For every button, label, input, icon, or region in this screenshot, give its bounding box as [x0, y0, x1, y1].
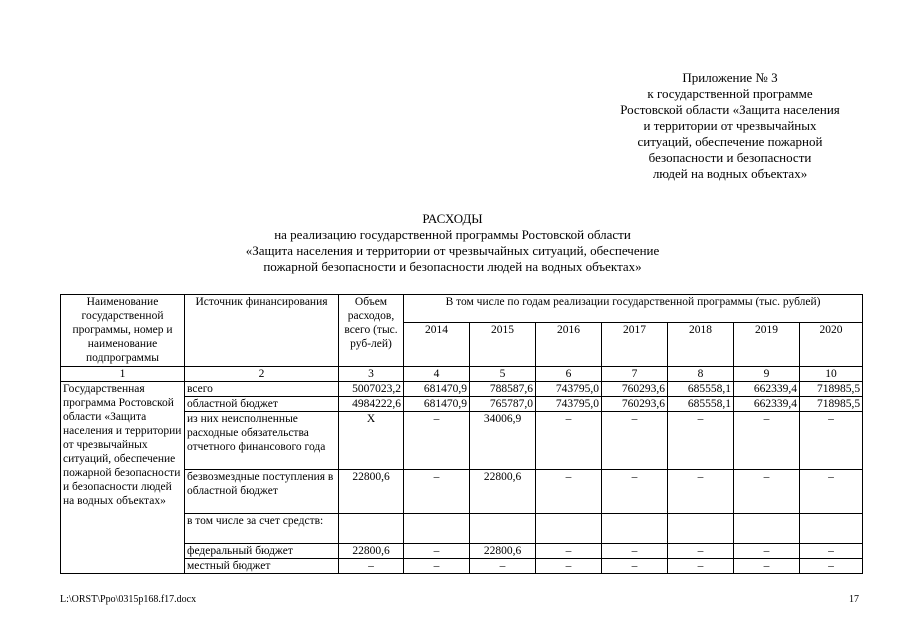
appendix-line: и территории от чрезвычайных	[643, 118, 817, 133]
year-value-cell: 685558,1	[668, 382, 734, 397]
year-value-cell: 743795,0	[536, 397, 602, 412]
total-cell: 22800,6	[339, 470, 404, 514]
year-value-cell: –	[668, 412, 734, 470]
year-value-cell: –	[470, 559, 536, 574]
header-year: 2014	[404, 323, 470, 367]
appendix-block	[585, 70, 875, 182]
total-cell: –	[339, 559, 404, 574]
year-value-cell	[734, 514, 800, 544]
year-value-cell: –	[536, 544, 602, 559]
source-cell: из них неисполненные расходные обязательства отчетного финансового года	[185, 412, 339, 470]
year-value-cell: 34006,9	[470, 412, 536, 470]
year-value-cell: –	[404, 470, 470, 514]
year-value-cell: –	[734, 559, 800, 574]
column-number: 10	[800, 367, 863, 382]
source-cell: местный бюджет	[185, 559, 339, 574]
column-number: 7	[602, 367, 668, 382]
column-number: 9	[734, 367, 800, 382]
heading-line: «Защита населения и территории от чрезвычайных ситуаций, обеспечение	[245, 243, 660, 258]
total-cell: 4984222,6	[339, 397, 404, 412]
year-value-cell	[470, 514, 536, 544]
header-year: 2016	[536, 323, 602, 367]
year-value-cell: –	[734, 412, 800, 470]
column-number: 8	[668, 367, 734, 382]
appendix-line: к государственной программе	[647, 86, 813, 101]
source-cell: всего	[185, 382, 339, 397]
year-value-cell: –	[668, 559, 734, 574]
year-value-cell: 681470,9	[404, 382, 470, 397]
year-value-cell: 760293,6	[602, 397, 668, 412]
year-value-cell: –	[602, 412, 668, 470]
year-value-cell: –	[800, 544, 863, 559]
source-cell: безвозмездные поступления в областной бюджет	[185, 470, 339, 514]
page-number: 17	[849, 594, 859, 605]
appendix-line: людей на водных объектах»	[652, 166, 808, 181]
year-value-cell: 22800,6	[470, 544, 536, 559]
total-cell: 5007023,2	[339, 382, 404, 397]
year-value-cell	[800, 514, 863, 544]
year-value-cell: –	[668, 470, 734, 514]
year-value-cell: 22800,6	[470, 470, 536, 514]
header-program-name: Наименование государственной программы, номер и наименование подпрограммы	[61, 295, 185, 367]
appendix-line: Приложение № 3	[682, 70, 778, 85]
year-value-cell: –	[536, 412, 602, 470]
column-number: 2	[185, 367, 339, 382]
total-cell: 22800,6	[339, 544, 404, 559]
year-value-cell: 662339,4	[734, 382, 800, 397]
column-number: 4	[404, 367, 470, 382]
year-value-cell: –	[404, 544, 470, 559]
year-value-cell: 765787,0	[470, 397, 536, 412]
year-value-cell: –	[602, 559, 668, 574]
year-value-cell: 662339,4	[734, 397, 800, 412]
year-value-cell: 760293,6	[602, 382, 668, 397]
column-number: 1	[61, 367, 185, 382]
table-row	[61, 382, 863, 397]
year-value-cell: 743795,0	[536, 382, 602, 397]
year-value-cell: –	[536, 470, 602, 514]
column-number: 5	[470, 367, 536, 382]
appendix-line: безопасности и безопасности	[648, 150, 812, 165]
expenses-table	[60, 294, 863, 574]
year-value-cell: 685558,1	[668, 397, 734, 412]
column-number: 3	[339, 367, 404, 382]
year-value-cell: 681470,9	[404, 397, 470, 412]
header-year: 2015	[470, 323, 536, 367]
year-value-cell: –	[602, 470, 668, 514]
appendix-line: Ростовской области «Защита населения	[620, 102, 840, 117]
year-value-cell: 718985,5	[800, 382, 863, 397]
program-name-cell: Государственная программа Ростовской области «Защита населения и территории от чрезвычайных ситуаций, обеспечение пожарной безопасности и безопасности людей на водных объектах»	[61, 382, 185, 574]
year-value-cell: –	[734, 544, 800, 559]
heading-line: на реализацию государственной программы Ростовской области	[274, 227, 631, 242]
year-value-cell: 788587,6	[470, 382, 536, 397]
total-cell: Х	[339, 412, 404, 470]
column-number: 6	[536, 367, 602, 382]
year-value-cell: –	[536, 559, 602, 574]
source-cell: в том числе за счет средств:	[185, 514, 339, 544]
year-value-cell: –	[800, 559, 863, 574]
year-value-cell	[602, 514, 668, 544]
year-value-cell: –	[668, 544, 734, 559]
column-number-row	[61, 367, 863, 382]
year-value-cell: –	[404, 559, 470, 574]
document-heading	[0, 211, 905, 275]
header-by-years: В том числе по годам реализации государственной программы (тыс. рублей)	[404, 295, 863, 323]
footer-file-path: L:\ORST\Ppo\0315p168.f17.docx	[60, 594, 197, 605]
header-year: 2019	[734, 323, 800, 367]
header-year: 2017	[602, 323, 668, 367]
year-value-cell	[668, 514, 734, 544]
appendix-line: ситуаций, обеспечение пожарной	[637, 134, 823, 149]
year-value-cell: –	[800, 470, 863, 514]
heading-line: пожарной безопасности и безопасности людей на водных объектах»	[263, 259, 642, 274]
source-cell: областной бюджет	[185, 397, 339, 412]
year-value-cell: –	[734, 470, 800, 514]
year-value-cell: –	[602, 544, 668, 559]
total-cell	[339, 514, 404, 544]
year-value-cell	[536, 514, 602, 544]
document-title: РАСХОДЫ	[422, 211, 483, 226]
year-value-cell: 718985,5	[800, 397, 863, 412]
source-cell: федеральный бюджет	[185, 544, 339, 559]
header-source: Источник финансирования	[185, 295, 339, 367]
year-value-cell	[404, 514, 470, 544]
header-year: 2018	[668, 323, 734, 367]
year-value-cell: –	[800, 412, 863, 470]
year-value-cell: –	[404, 412, 470, 470]
header-year: 2020	[800, 323, 863, 367]
header-volume: Объем расходов, всего (тыс. руб-лей)	[339, 295, 404, 367]
